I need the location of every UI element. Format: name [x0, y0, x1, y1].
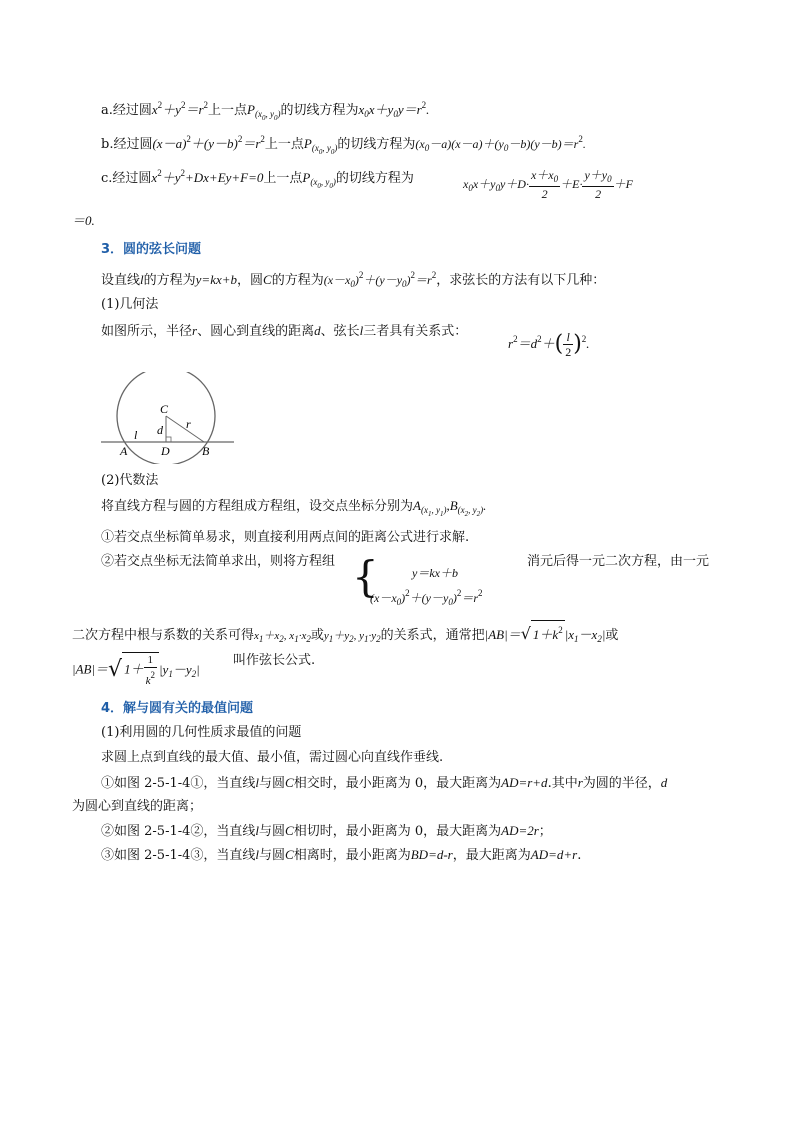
label-l: l	[134, 428, 138, 442]
system-brace: {	[352, 552, 379, 601]
label-B: B	[202, 444, 210, 458]
radius-segment	[166, 416, 204, 442]
tangent-line-a: a.经过圆$x^2+y^2=r^2$上一点$P_{(x_0, y_0)}$的切线方程为$x_0x+y_0y=r^2$.	[101, 100, 430, 122]
label-A: A	[120, 444, 128, 458]
alg-method-text: 将直线方程与圆的方程组成方程组，设交点坐标分别为$A_{(x_1, y_1)},B_{(x_2, y_2)}$.	[101, 498, 487, 518]
label-D: D	[161, 444, 170, 458]
section4-title: 4．解与圆有关的最值问题	[101, 701, 254, 716]
geo-relation-formula: $r^2=d^2+$( $\frac{l}{2}$ )$^2$.	[508, 330, 590, 359]
section3-intro: 设直线l的方程为y=kx+b，圆C的方程为$(x-x_0)^2+(y-y_0)^2=r^2$，求弦长的方法有以下几种：	[101, 270, 606, 289]
alg-item-2-tail: 消元后得一元二次方程，由一元	[527, 554, 710, 569]
section4-item2: ②如图 2-5-1-4②，当直线l与圆C相切时，最小距离为 0，最大距离为AD=2r；	[101, 823, 552, 839]
system-eq-1: y＝kx＋b	[412, 566, 458, 580]
section4-item3: ③如图 2-5-1-4③，当直线l与圆C相离时，最小距离为BD=d-r，最大距离为AD=d+r.	[101, 847, 582, 863]
alg-method-title: (2)代数法	[101, 473, 159, 488]
tangent-c-end: ＝0.	[72, 213, 95, 228]
label-C: C	[160, 402, 169, 416]
section3-title: 3．圆的弦长问题	[101, 242, 202, 257]
tangent-line-c: c.经过圆$x^2+y^2+Dx+Ey+F=0$上一点$P_{(x_0, y_0)}$的切线方程为	[101, 168, 414, 190]
geo-method-text: 如图所示，半径r、圆心到直线的距离d、弦长l三者具有关系式：	[101, 323, 468, 339]
chord-figure	[98, 372, 238, 464]
section4-item1: ①如图 2-5-1-4①，当直线l与圆C相交时，最小距离为 0，最大距离为AD=r+d.其中r为圆的半径，d	[101, 775, 668, 791]
alg-item-4: |AB|＝√ 1＋ $\frac{1}{k^2}$ $|y_1-y_2|$	[72, 654, 200, 687]
section4-item1-cont: 为圆心到直线的距离；	[72, 799, 203, 814]
label-d: d	[157, 423, 163, 437]
section4-text1: 求圆上点到直线的最大值、最小值，需过圆心向直线作垂线.	[101, 750, 444, 765]
section4-sub1: (1)利用圆的几何性质求最值的问题	[101, 725, 302, 740]
geo-method-title: (1)几何法	[101, 297, 159, 312]
alg-item-4-tail: 叫作弦长公式.	[233, 653, 316, 668]
tangent-c-formula: $x_0x+y_0y+D\cdot$ $\frac{x+x_0}{2}$ ＋E· $\frac{y+y_0}{2}$ ＋F	[463, 168, 633, 201]
right-angle-mark	[166, 437, 171, 442]
alg-item-1: ①若交点坐标简单易求，则直接利用两点间的距离公式进行求解.	[101, 530, 470, 545]
tangent-line-b: b.经过圆$(x-a)^2+(y-b)^2=r^2$上一点$P_{(x_0, y_0)}$的切线方程为$(x_0-a)(x-a)+(y_0-b)(y-b)=r^2$.	[101, 134, 586, 156]
system-eq-2: $(x-x_0)^2+(y-y_0)^2=r^2$	[370, 588, 483, 607]
alg-item-3: 二次方程中根与系数的关系可得$x_1+x_2$, $x_1\cdot x_2$或$y_1+y_2$, $y_1\cdot y_2$的关系式，通常把|AB|＝√ $1+k^2$ $|x_1-x_2|$或	[72, 620, 618, 648]
label-r: r	[186, 417, 191, 431]
alg-item-2: ②若交点坐标无法简单求出，则将方程组	[101, 554, 336, 569]
